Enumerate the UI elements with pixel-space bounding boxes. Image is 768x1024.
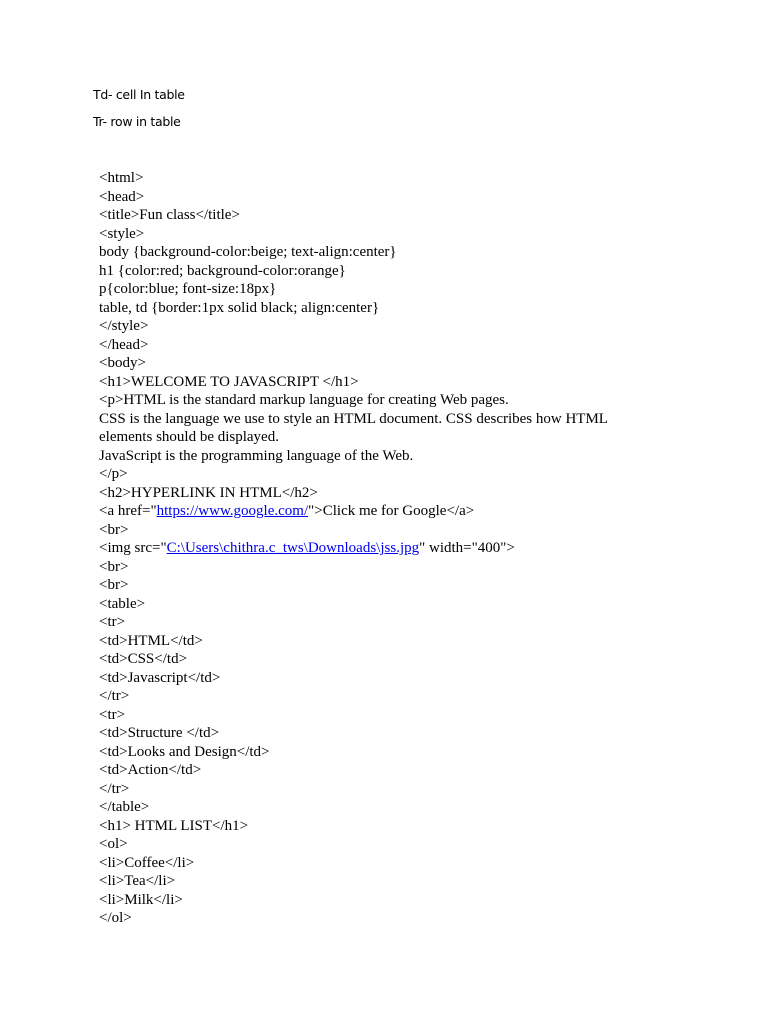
code-text: <br> <box>99 577 129 593</box>
code-text: CSS is the language we use to style an HTML document. CSS describes how HTML elements should be displayed. <box>99 410 612 445</box>
notes-block <box>93 86 185 140</box>
code-text: <title>Fun class</title> <box>99 207 240 223</box>
code-line <box>99 817 659 836</box>
code-hyperlink[interactable]: https://www.google.com/ <box>156 503 309 519</box>
code-text: <body> <box>99 355 146 371</box>
code-line <box>99 410 659 447</box>
code-text: <td>CSS</td> <box>99 651 188 667</box>
code-line <box>99 465 659 484</box>
code-line <box>99 576 659 595</box>
code-text: <td>Structure </td> <box>99 725 220 741</box>
code-line <box>99 206 659 225</box>
code-line <box>99 632 659 651</box>
code-line <box>99 336 659 355</box>
code-text: </ol> <box>99 910 132 926</box>
code-line <box>99 280 659 299</box>
code-line <box>99 687 659 706</box>
code-line <box>99 169 659 188</box>
code-text: <li>Milk</li> <box>99 891 183 908</box>
code-text: </tr> <box>99 780 130 797</box>
code-text: <td>HTML</td> <box>99 632 203 649</box>
code-text: </style> <box>99 318 149 334</box>
code-text: <table> <box>99 595 146 612</box>
code-text: JavaScript is the programming language of the Web. <box>99 447 414 464</box>
code-text: <style> <box>99 225 145 242</box>
code-text: <head> <box>99 188 145 205</box>
code-line <box>99 539 659 558</box>
code-text: <h1> HTML LIST</h1> <box>99 817 249 834</box>
code-line <box>99 317 659 336</box>
code-line <box>99 354 659 373</box>
note-td: Td- cell In table <box>93 87 185 102</box>
code-text: <h2>HYPERLINK IN HTML</h2> <box>99 484 318 501</box>
code-line <box>99 650 659 669</box>
code-text: </head> <box>99 336 149 353</box>
code-line <box>99 558 659 577</box>
code-line <box>99 909 659 928</box>
code-line <box>99 373 659 392</box>
code-text: ">Click me for Google</a> <box>308 503 475 519</box>
code-line <box>99 743 659 762</box>
code-text: <ol> <box>99 836 128 852</box>
code-text: <img src=" <box>99 540 167 556</box>
code-text: " width="400"> <box>419 540 515 556</box>
code-text: <tr> <box>99 706 126 723</box>
code-line <box>99 243 659 262</box>
code-line <box>99 706 659 725</box>
code-text: <a href=" <box>99 503 157 519</box>
code-line <box>99 872 659 891</box>
code-text: <br> <box>99 558 129 575</box>
code-line <box>99 447 659 466</box>
code-text: <html> <box>99 170 144 186</box>
code-line <box>99 669 659 688</box>
code-text: <li>Coffee</li> <box>99 854 195 871</box>
code-line <box>99 613 659 632</box>
code-text: <td>Action</td> <box>99 762 202 778</box>
code-line <box>99 521 659 540</box>
code-line <box>99 484 659 503</box>
code-text: <h1>WELCOME TO JAVASCRIPT </h1> <box>99 373 359 390</box>
code-line <box>99 502 659 521</box>
code-text: </table> <box>99 799 150 815</box>
code-text: <li>Tea</li> <box>99 873 176 889</box>
code-listing <box>99 169 659 928</box>
code-text: <br> <box>99 521 129 538</box>
code-text: p{color:blue; font-size:18px} <box>99 281 277 297</box>
code-text: <td>Looks and Design</td> <box>99 743 270 760</box>
code-text: body {background-color:beige; text-align:center} <box>99 244 397 260</box>
code-line <box>99 798 659 817</box>
code-line <box>99 225 659 244</box>
code-text: </p> <box>99 466 128 482</box>
code-line <box>99 835 659 854</box>
code-hyperlink[interactable]: C:\Users\chithra.c_tws\Downloads\jss.jpg <box>166 540 420 556</box>
code-line <box>99 761 659 780</box>
code-text: </tr> <box>99 688 130 704</box>
code-text: <tr> <box>99 614 126 630</box>
code-text: <td>Javascript</td> <box>99 669 221 686</box>
code-line <box>99 780 659 799</box>
code-text: <p>HTML is the standard markup language for creating Web pages. <box>99 392 509 408</box>
code-text: h1 {color:red; background-color:orange} <box>99 262 346 279</box>
note-tr: Tr- row in table <box>93 114 181 129</box>
code-line <box>99 262 659 281</box>
code-line <box>99 595 659 614</box>
code-line <box>99 854 659 873</box>
code-line <box>99 891 659 910</box>
code-line <box>99 299 659 318</box>
code-text: table, td {border:1px solid black; align:center} <box>99 299 380 316</box>
code-line <box>99 391 659 410</box>
code-line <box>99 188 659 207</box>
code-line <box>99 724 659 743</box>
